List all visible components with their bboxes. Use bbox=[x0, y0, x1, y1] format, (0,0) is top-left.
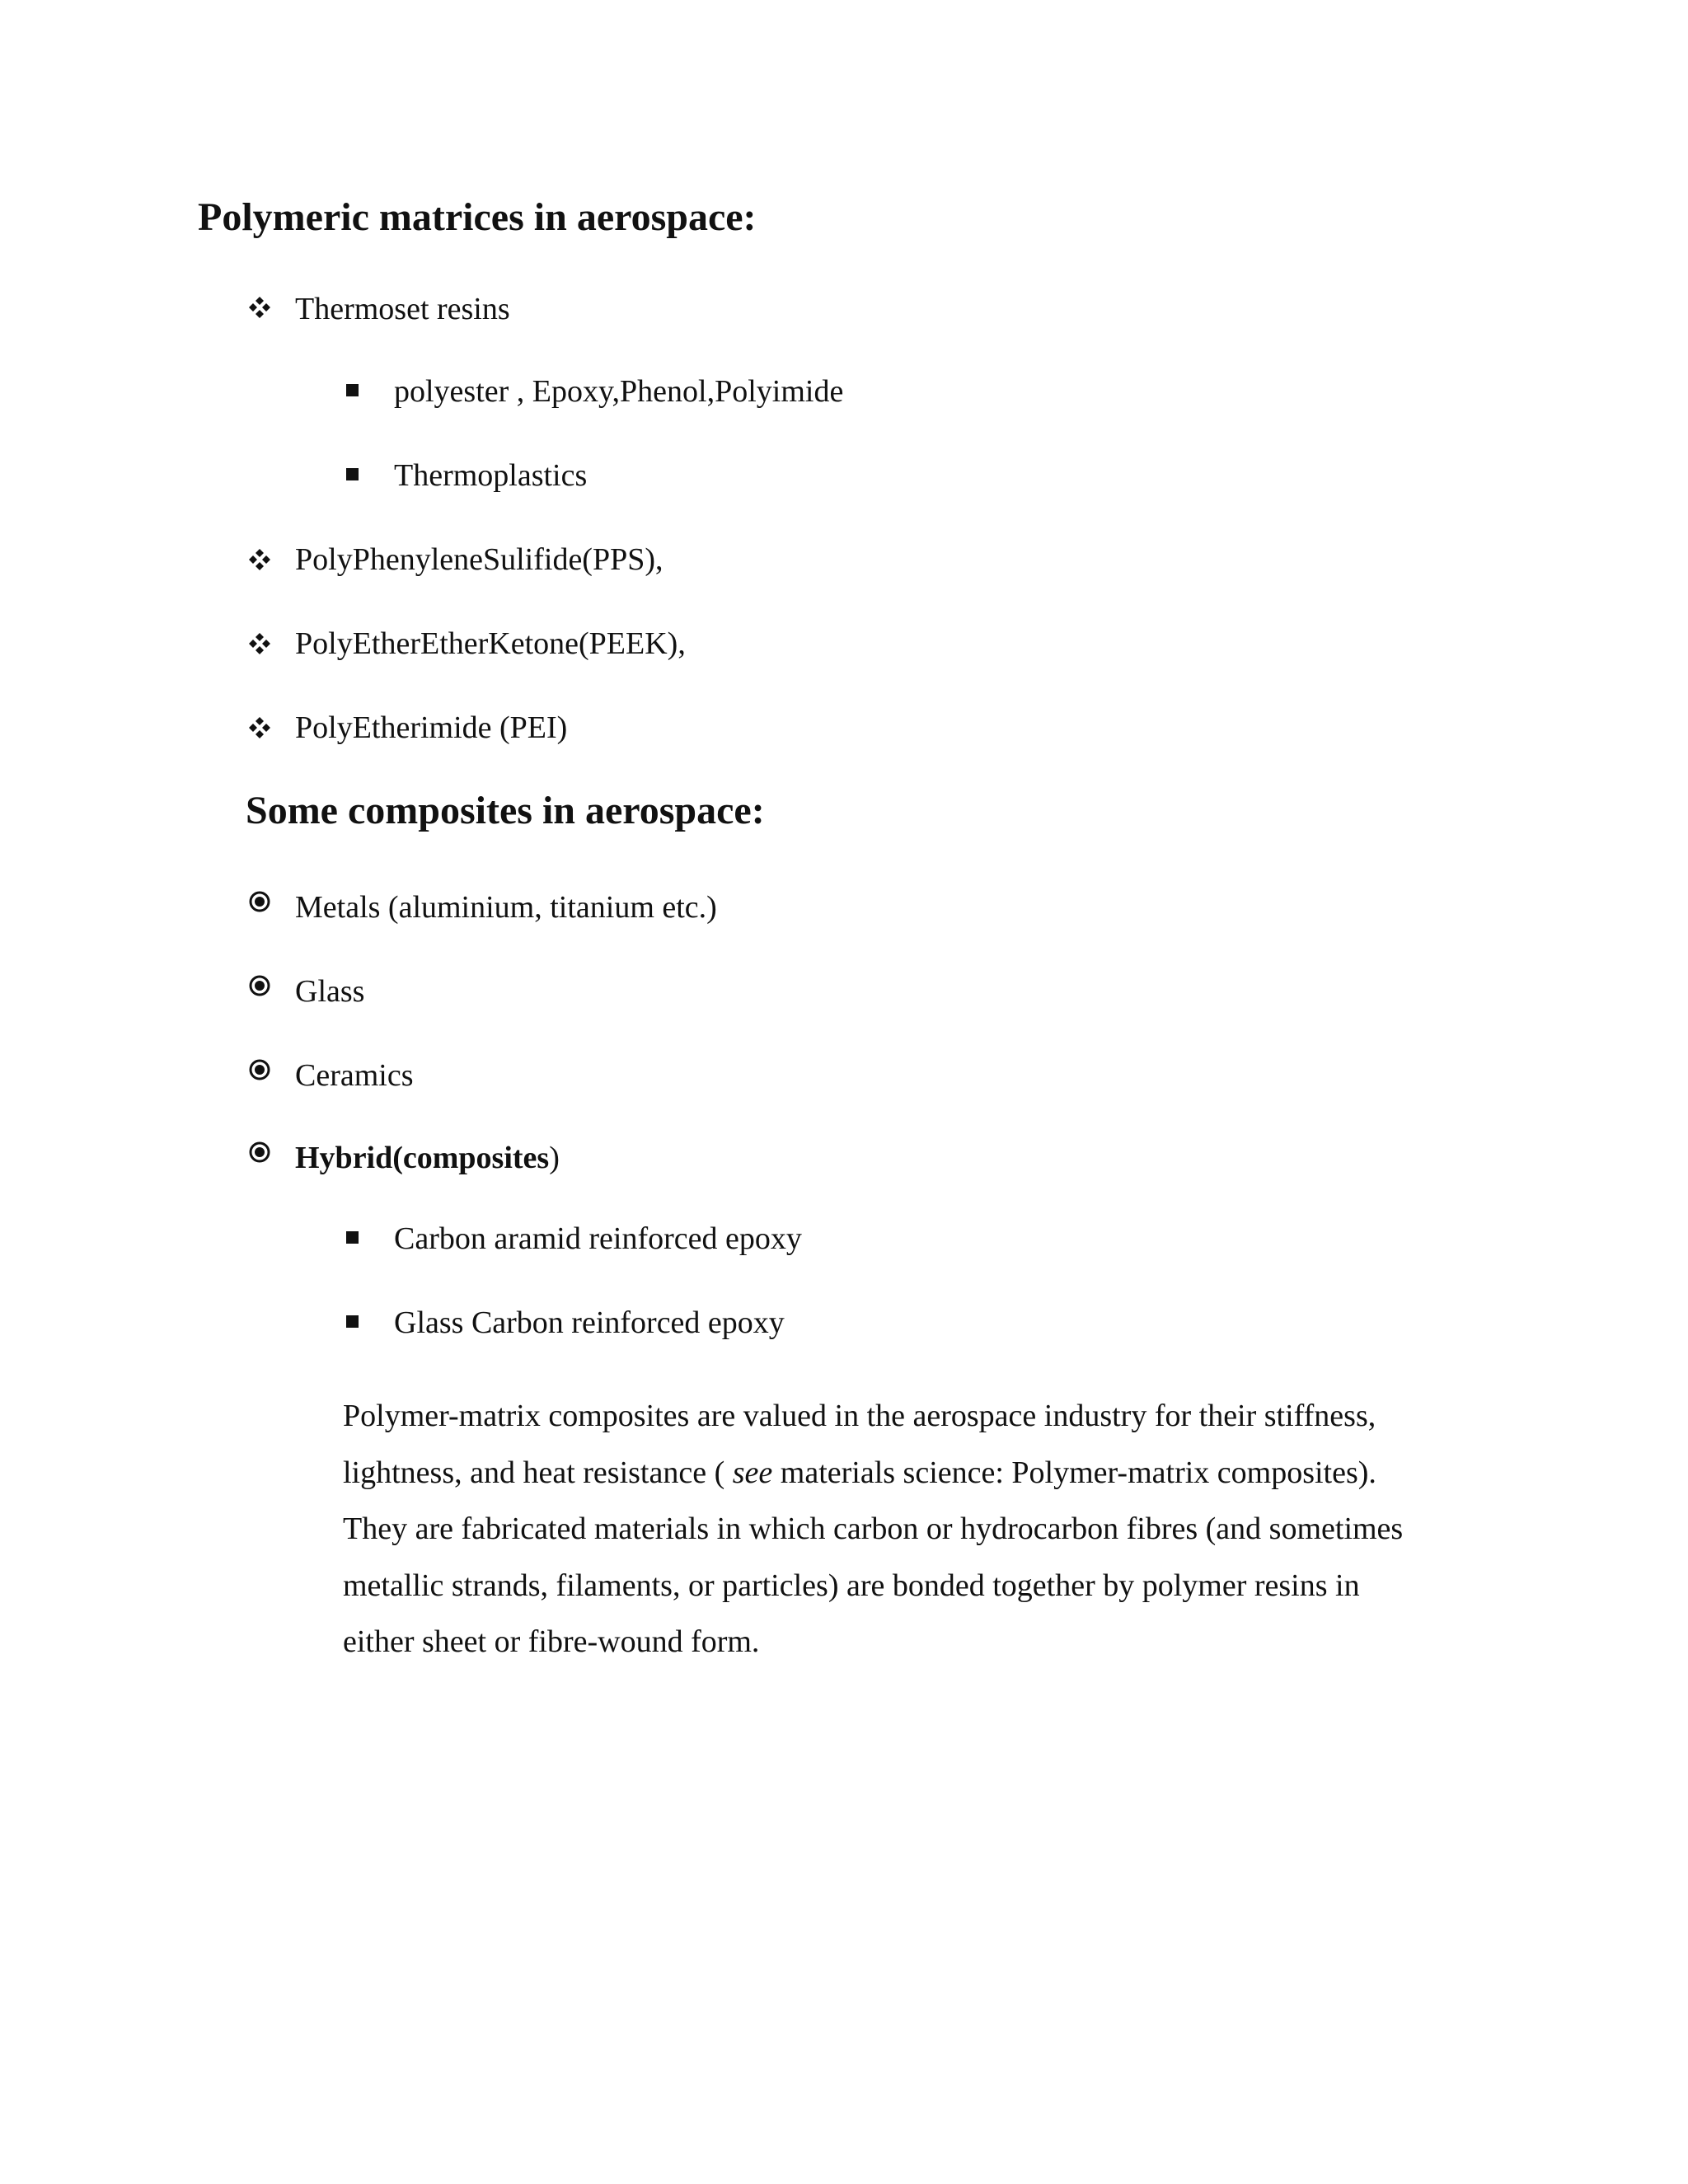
paragraph-text: lightness, and heat resistance ( bbox=[343, 1455, 733, 1490]
list-item-peek: PolyEtherEtherKetone(PEEK), bbox=[295, 626, 686, 661]
list-item-metals: Metals (aluminium, titanium etc.) bbox=[295, 890, 717, 925]
list-item-thermoset: Thermoset resins bbox=[295, 292, 510, 326]
paragraph-italic: see bbox=[732, 1455, 773, 1490]
square-bullet-icon bbox=[346, 1231, 359, 1244]
paragraph-line bbox=[343, 1445, 1447, 1502]
hybrid-label: Hybrid(composites bbox=[295, 1141, 550, 1175]
list-item-pps: PolyPhenyleneSulifide(PPS), bbox=[295, 542, 663, 577]
circled-dot-bullet-icon bbox=[249, 1059, 270, 1080]
circled-dot-bullet-icon bbox=[249, 891, 270, 912]
circled-dot-bullet-icon bbox=[249, 975, 270, 996]
square-bullet-icon bbox=[346, 468, 359, 480]
hybrid-tail: ) bbox=[549, 1141, 560, 1175]
sub-item-thermoplastics: Thermoplastics bbox=[394, 458, 588, 493]
paragraph-line: They are fabricated materials in which carbon or hydrocarbon fibres (and sometimes bbox=[343, 1511, 1404, 1546]
list-item-ceramics: Ceramics bbox=[295, 1058, 414, 1093]
paragraph-line: Polymer-matrix composites are valued in the aerospace industry for their stiffness, bbox=[343, 1399, 1376, 1433]
four-diamond-bullet-icon bbox=[247, 631, 272, 656]
four-diamond-bullet-icon bbox=[247, 547, 272, 572]
list-item-pei: PolyEtherimide (PEI) bbox=[295, 710, 568, 745]
sub-item-resins: polyester , Epoxy,Phenol,Polyimide bbox=[394, 374, 844, 409]
body-paragraph bbox=[343, 1388, 1447, 1671]
paragraph-text: materials science: Polymer-matrix composites). bbox=[772, 1455, 1376, 1490]
sub-item-glass-carbon: Glass Carbon reinforced epoxy bbox=[394, 1305, 785, 1340]
sub-item-carbon-aramid: Carbon aramid reinforced epoxy bbox=[394, 1221, 802, 1256]
paragraph-line: either sheet or fibre-wound form. bbox=[343, 1624, 760, 1659]
square-bullet-icon bbox=[346, 384, 359, 396]
four-diamond-bullet-icon bbox=[247, 295, 272, 320]
square-bullet-icon bbox=[346, 1315, 359, 1328]
four-diamond-bullet-icon bbox=[247, 715, 272, 740]
circled-dot-bullet-icon bbox=[249, 1141, 270, 1163]
heading-some-composites: Some composites in aerospace: bbox=[246, 789, 765, 832]
list-item-hybrid bbox=[295, 1142, 560, 1174]
list-item-glass: Glass bbox=[295, 974, 365, 1009]
heading-polymeric-matrices: Polymeric matrices in aerospace: bbox=[198, 195, 757, 239]
paragraph-line: metallic strands, filaments, or particles) are bonded together by polymer resins in bbox=[343, 1568, 1360, 1603]
